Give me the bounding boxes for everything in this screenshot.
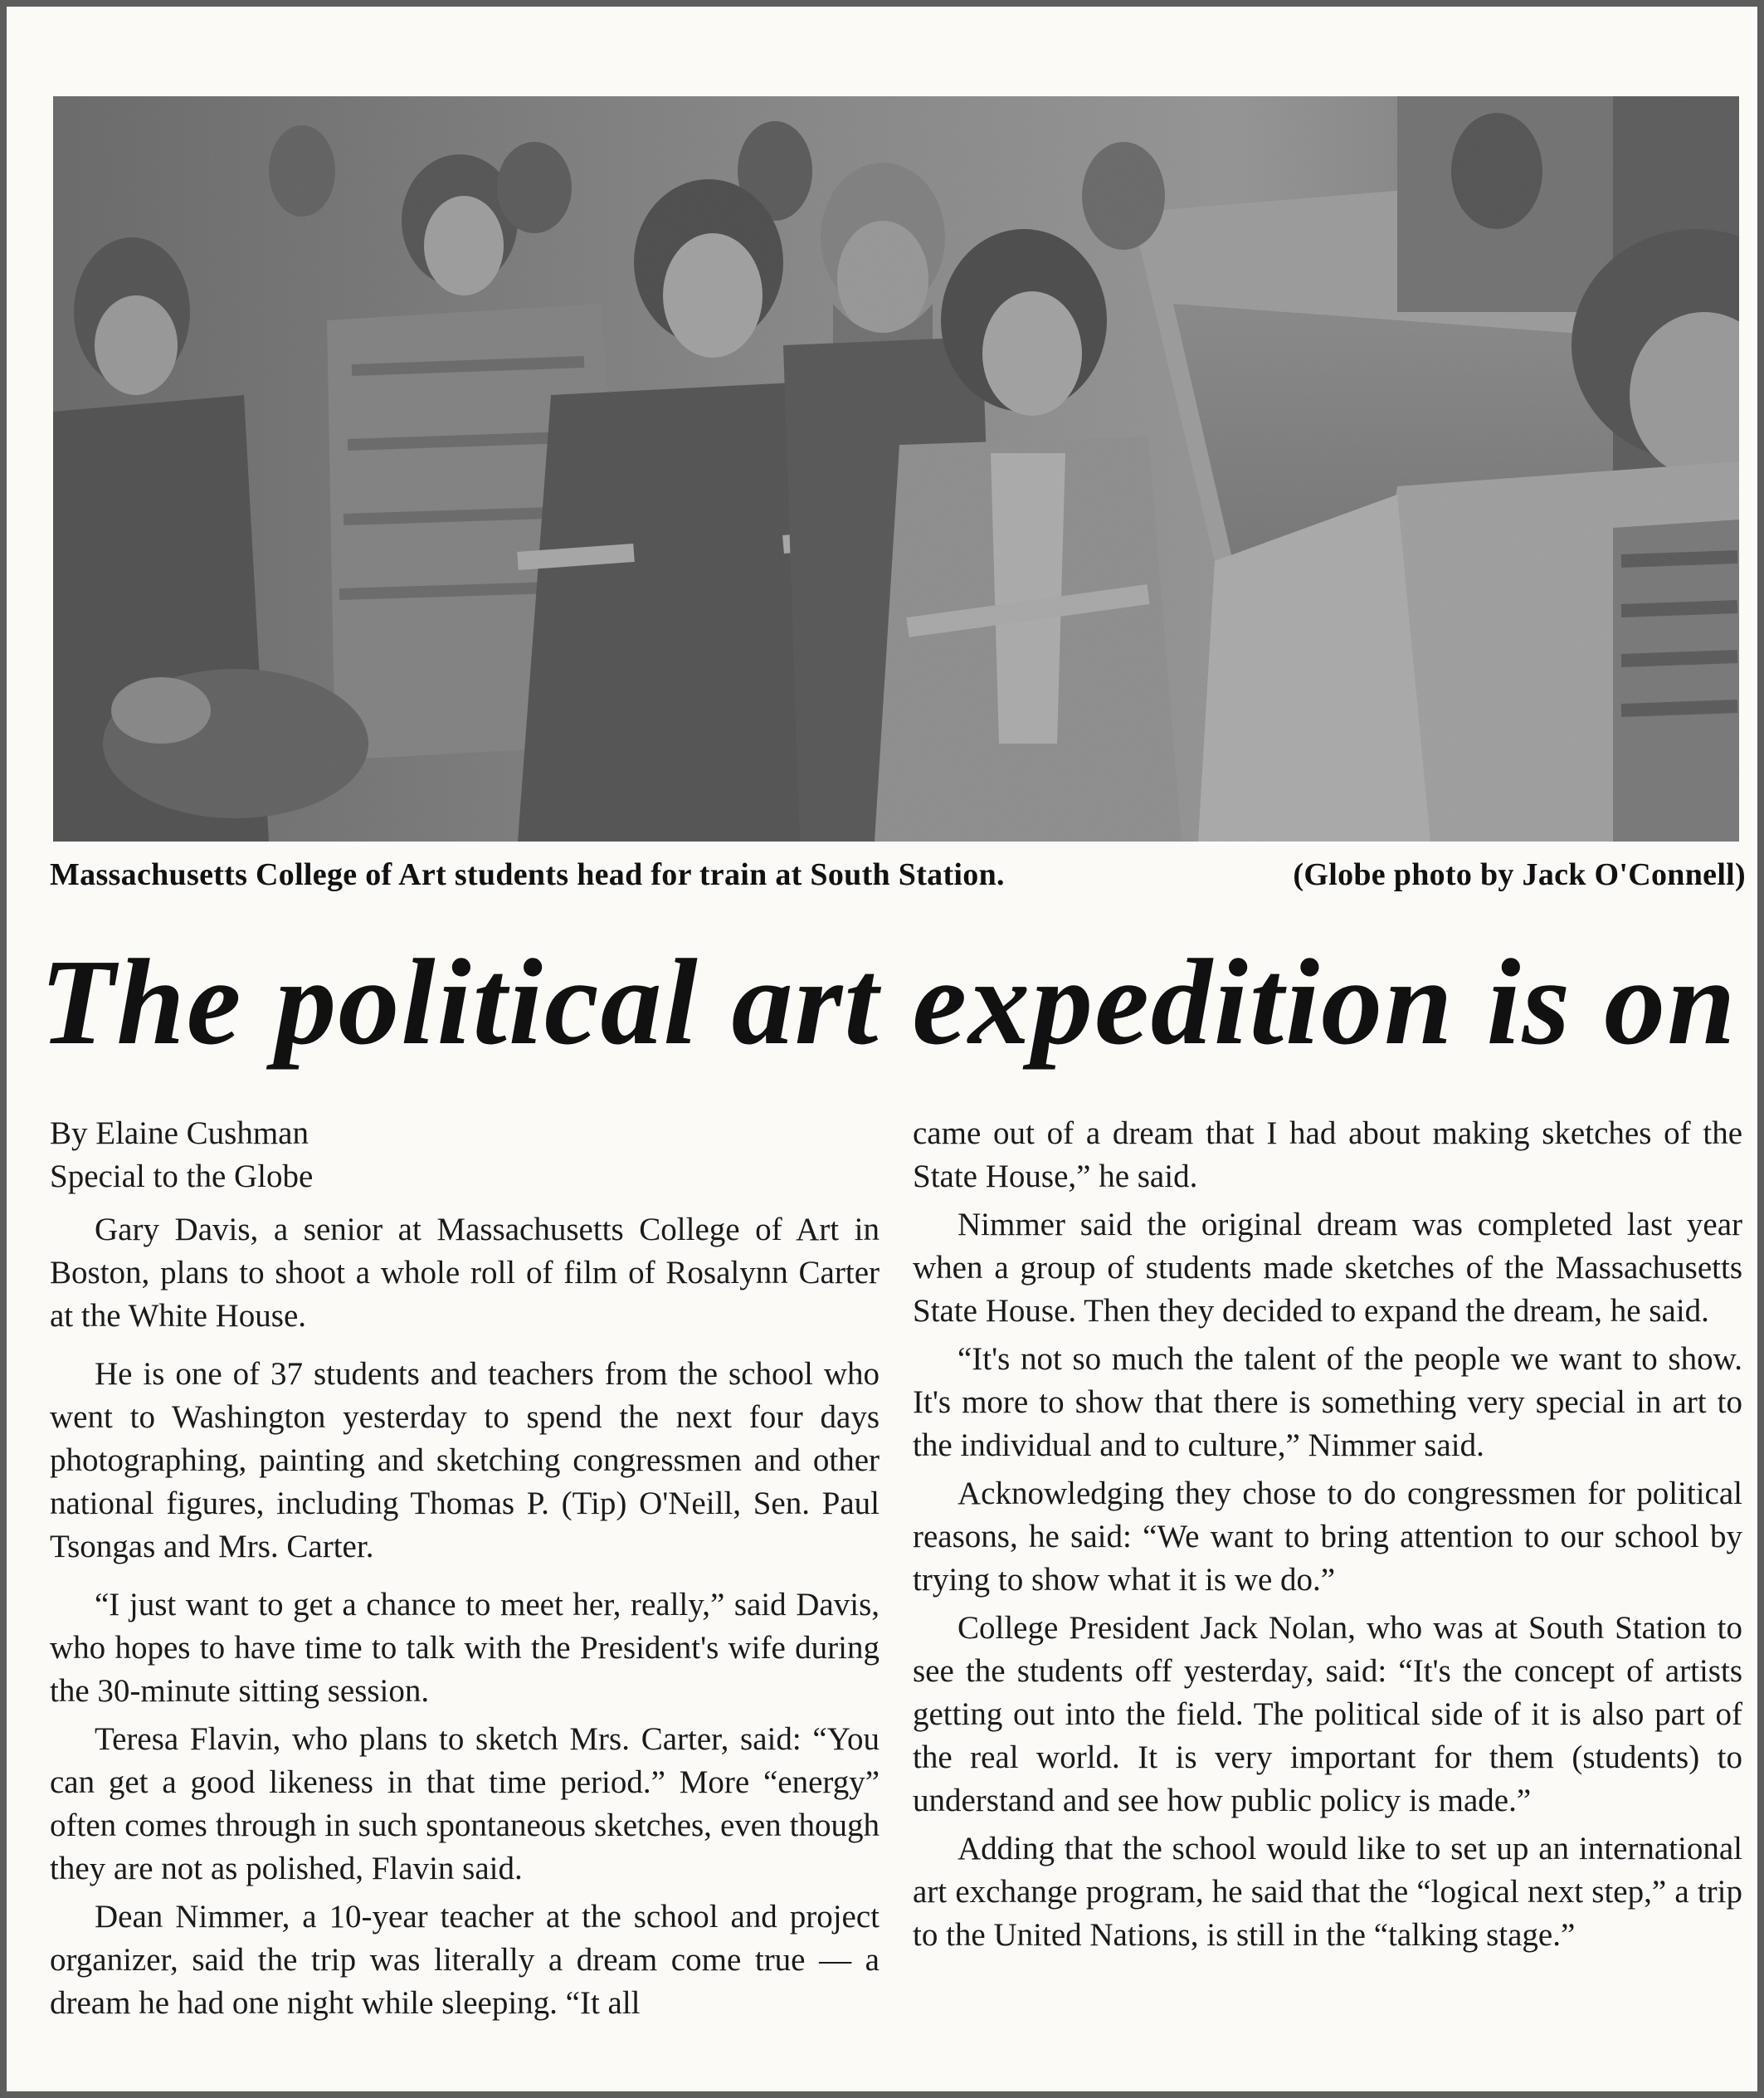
paragraph: Acknowledging they chose to do congressmen for political reasons, he said: “We want to bring attention to our school by trying to show what it is we do.” <box>913 1476 1742 1598</box>
caption-text: Massachusetts College of Art students head for train at South Station. <box>50 857 1005 892</box>
photo-credit: (Globe photo by Jack O'Connell) <box>1293 857 1746 892</box>
paragraph: Nimmer said the original dream was completed last year when a group of students made sketches of the Massachusetts State House. Then they decided to expand the dream, he said. <box>913 1207 1742 1329</box>
article-column-right <box>913 1112 1742 1962</box>
photo-caption <box>50 850 1746 900</box>
paragraph: Gary Davis, a senior at Massachusetts College of Art in Boston, plans to shoot a whole roll of film of Rosalynn Carter at the White House. <box>50 1212 880 1334</box>
byline-affiliation: Special to the Globe <box>50 1159 314 1194</box>
news-photo <box>53 96 1739 842</box>
paragraph: College President Jack Nolan, who was at South Station to see the students off yesterday, said: “It's the concept of artists getting out into the field. The political side of it is also part of the real world. It is very important for them (students) to understand and see how public policy is made.” <box>913 1610 1742 1818</box>
paragraph: He is one of 37 students and teachers from the school who went to Washington yesterday to spend the next four days photographing, painting and sketching congressmen and other national figures, including Thomas P. (Tip) O'Neill, Sen. Paul Tsongas and Mrs. Carter. <box>50 1356 880 1564</box>
paragraph: Adding that the school would like to set up an international art exchange program, he said that the “logical next step,” a trip to the United Nations, is still in the “talking stage.” <box>913 1831 1742 1953</box>
paragraph: Teresa Flavin, who plans to sketch Mrs. Carter, said: “You can get a good likeness in that time period.” More “energy” often comes through in such spontaneous sketches, even though they are not as polished, Flavin said. <box>50 1721 880 1886</box>
paragraph: “It's not so much the talent of the people we want to show. It's more to show that there is something very special in art to the individual and to culture,” Nimmer said. <box>913 1341 1742 1463</box>
article-column-left <box>50 1112 880 2030</box>
crowd-photo-illustration <box>53 96 1739 842</box>
paragraph: came out of a dream that I had about making sketches of the State House,” he said. <box>913 1115 1742 1194</box>
paragraph: “I just want to get a chance to meet her, really,” said Davis, who hopes to have time to talk with the President's wife during the 30-minute sitting session. <box>50 1587 880 1709</box>
paragraph: Dean Nimmer, a 10-year teacher at the school and project organizer, said the trip was literally a dream come true — a dream he had one night while sleeping. “It all <box>50 1899 880 2021</box>
byline-author: By Elaine Cushman <box>50 1115 309 1151</box>
headline: The political art expedition is on <box>40 934 1737 1071</box>
